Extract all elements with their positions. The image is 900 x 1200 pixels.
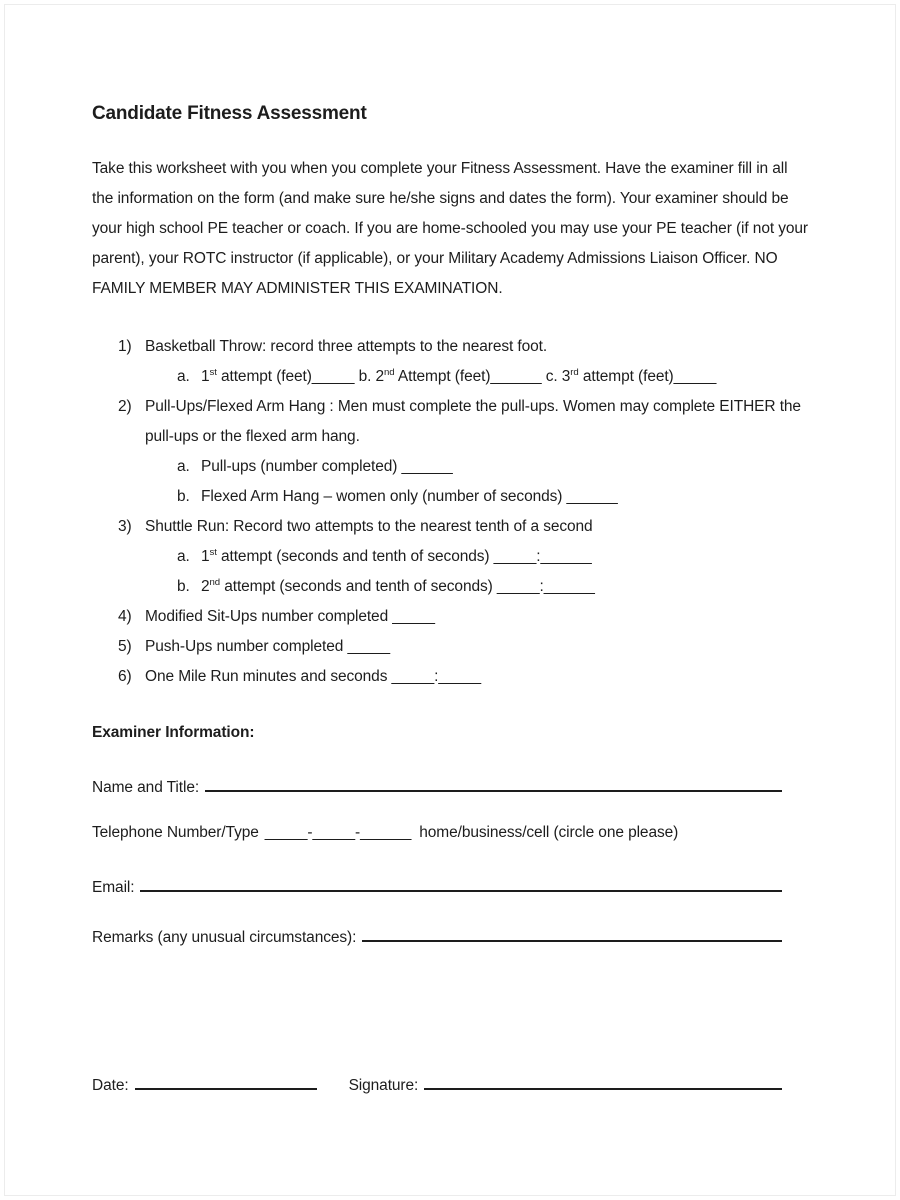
- list-row: [92, 512, 782, 542]
- list-marker: a.: [177, 458, 190, 475]
- phone-blank-line: _____-_____-______: [264, 824, 412, 841]
- list-marker: 2): [118, 398, 132, 415]
- list-marker: b.: [177, 578, 190, 595]
- list-row: [92, 572, 782, 602]
- list-row-text: 2nd attempt (seconds and tenth of seconds) _____:______: [201, 576, 595, 595]
- date-label: Date:: [92, 1077, 129, 1094]
- intro-line: parent), your ROTC instructor (if applicable), or your Military Academy Admissions Liaison Officer. NO: [92, 250, 778, 267]
- list-row-text: pull-ups or the flexed arm hang.: [145, 428, 360, 445]
- date-field: [92, 1066, 317, 1101]
- list-row-text: One Mile Run minutes and seconds _____:_____: [145, 668, 481, 685]
- list-row: [92, 602, 782, 632]
- list-marker: 4): [118, 608, 132, 625]
- list-row: [92, 632, 782, 662]
- name-title-blank-line: [205, 768, 782, 792]
- date-blank-line: [135, 1066, 317, 1090]
- list-row: [92, 662, 782, 692]
- remarks-blank-line: [362, 918, 782, 942]
- list-row-text: Modified Sit-Ups number completed _____: [145, 608, 435, 625]
- list-row-text: Flexed Arm Hang – women only (number of seconds) ______: [201, 488, 618, 505]
- footer-row: [92, 1066, 782, 1096]
- document-page: [92, 0, 808, 1096]
- examiner-section-heading: Examiner Information:: [92, 724, 255, 741]
- email-blank-line: [140, 868, 782, 892]
- intro-line: FAMILY MEMBER MAY ADMINISTER THIS EXAMINATION.: [92, 280, 503, 297]
- numbered-list: [92, 332, 801, 692]
- remarks-label: Remarks (any unusual circumstances):: [92, 929, 357, 946]
- list-marker: 3): [118, 518, 132, 535]
- intro-line: Take this worksheet with you when you complete your Fitness Assessment. Have the examiner fill in all: [92, 160, 788, 177]
- list-row: [92, 542, 782, 572]
- intro-line: your high school PE teacher or coach. If you are home-schooled you may use your PE teacher (if not your: [92, 220, 808, 237]
- page-title: Candidate Fitness Assessment: [92, 103, 367, 124]
- intro-line: the information on the form (and make sure he/she signs and dates the form). Your examiner should be: [92, 190, 789, 207]
- list-row: [92, 422, 782, 452]
- list-marker: 6): [118, 668, 132, 685]
- list-row-text: Shuttle Run: Record two attempts to the nearest tenth of a second: [145, 518, 593, 535]
- remarks-field: [92, 918, 782, 948]
- signature-field: [349, 1066, 782, 1101]
- list-row-text: 1st attempt (seconds and tenth of seconds) _____:______: [201, 546, 592, 565]
- name-title-label: Name and Title:: [92, 779, 200, 796]
- list-marker: 5): [118, 638, 132, 655]
- intro-paragraph: [92, 154, 808, 304]
- list-marker: 1): [118, 338, 132, 355]
- email-label: Email:: [92, 879, 135, 896]
- signature-label: Signature:: [348, 1077, 419, 1094]
- email-field: [92, 868, 782, 898]
- list-row-text: 1st attempt (feet)_____ b. 2nd Attempt (feet)______ c. 3rd attempt (feet)_____: [201, 366, 717, 385]
- list-row: [92, 392, 801, 422]
- list-row: [92, 482, 782, 512]
- name-title-field: [92, 768, 782, 798]
- list-row-text: Basketball Throw: record three attempts to the nearest foot.: [145, 338, 548, 355]
- phone-label: Telephone Number/Type: [92, 824, 259, 841]
- list-row: [92, 362, 782, 392]
- list-row-text: Pull-Ups/Flexed Arm Hang : Men must complete the pull-ups. Women may complete EITHER the: [145, 398, 801, 415]
- phone-type-options: home/business/cell (circle one please): [419, 824, 679, 841]
- list-row: [92, 332, 782, 362]
- phone-field: [92, 818, 782, 848]
- list-marker: b.: [177, 488, 190, 505]
- list-marker: a.: [177, 548, 190, 565]
- list-row-text: Pull-ups (number completed) ______: [201, 458, 453, 475]
- list-marker: a.: [177, 368, 190, 385]
- list-row-text: Push-Ups number completed _____: [145, 638, 391, 655]
- signature-blank-line: [424, 1066, 782, 1090]
- list-marker: [118, 422, 145, 452]
- list-row: [92, 452, 782, 482]
